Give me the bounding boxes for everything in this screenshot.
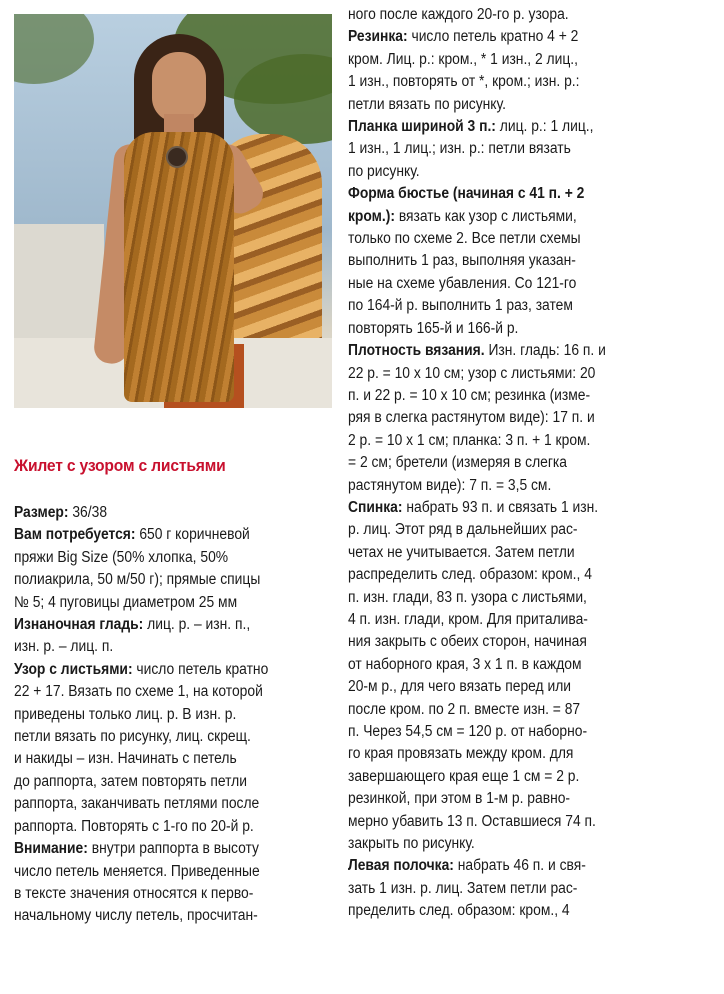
text-line — [348, 295, 674, 317]
text-line — [348, 116, 674, 138]
bold-term: Левая полочка: — [348, 857, 454, 875]
line-text: 22 р. = 10 х 10 см; узор с листьями: 20 — [348, 364, 596, 382]
text-line — [14, 592, 302, 614]
text-line — [348, 161, 674, 183]
line-text: резинкой, при этом в 1-м р. равно- — [348, 790, 571, 808]
text-line — [14, 793, 302, 815]
text-line — [348, 452, 674, 474]
text-line — [348, 49, 674, 71]
left-text-column — [14, 502, 334, 928]
bold-term: Внимание: — [14, 840, 88, 858]
text-line — [14, 502, 302, 524]
line-text: в тексте значения относятся к перво- — [14, 884, 254, 902]
line-text: после кром. по 2 п. вместе изн. = 87 — [348, 700, 581, 718]
line-text: число петель кратно — [132, 660, 269, 678]
text-line — [348, 788, 674, 810]
bold-term: Размер: — [14, 504, 69, 521]
text-line — [14, 681, 302, 703]
line-text: петли вязать по рисунку, лиц. скрещ. — [14, 728, 251, 746]
text-line — [14, 636, 302, 658]
line-text: набрать 46 п. и свя- — [453, 857, 586, 875]
line-text: 1 изн., повторять от *, кром.; изн. р.: — [348, 73, 580, 91]
line-text: лиц. р.: 1 лиц., — [495, 118, 594, 136]
model-photo — [14, 14, 332, 408]
text-line — [14, 861, 302, 883]
line-text: ния закрыть с обеих сторон, начиная — [348, 633, 587, 651]
line-text: ные на схеме убавления. Со 121-го — [348, 274, 577, 292]
line-text: 36/38 — [68, 504, 108, 521]
bold-term: Спинка: — [348, 498, 403, 516]
line-text: № 5; 4 пуговицы диаметром 25 мм — [14, 593, 238, 611]
bold-term: Вам потребуется: — [14, 526, 136, 544]
line-text: п. изн. глади, 83 п. узора с листьями, — [348, 588, 587, 606]
line-text: четах не учитывается. Затем петли — [348, 543, 575, 561]
text-line — [14, 816, 302, 838]
text-line — [348, 430, 674, 452]
text-line — [348, 833, 674, 855]
text-line — [348, 855, 674, 877]
line-text: повторять 165-й и 166-й р. — [348, 319, 519, 337]
text-line — [348, 4, 674, 26]
line-text: 650 г коричневой — [135, 526, 250, 544]
text-line — [14, 905, 302, 927]
line-text: пределить след. образом: кром., 4 — [348, 902, 570, 920]
text-line — [348, 273, 674, 295]
text-line — [348, 676, 674, 698]
text-line — [348, 183, 674, 205]
line-text: петли вязать по рисунку. — [348, 95, 506, 113]
text-line — [348, 71, 674, 93]
bold-term: кром.): — [348, 207, 395, 225]
text-line — [14, 524, 302, 546]
text-line — [348, 475, 674, 497]
text-line — [348, 609, 674, 631]
text-line — [348, 519, 674, 541]
line-text: вязать как узор с листьями, — [394, 207, 577, 225]
line-text: только по схеме 2. Все петли схемы — [348, 230, 581, 248]
text-line — [348, 542, 674, 564]
bold-term: Изнаночная гладь: — [14, 616, 144, 634]
line-text: число петель кратно 4 + 2 — [407, 28, 579, 46]
line-text: 1 изн., 1 лиц.; изн. р.: петли вязать — [348, 140, 571, 158]
text-line — [348, 318, 674, 340]
line-text: раппорта. Повторять с 1-го по 20-й р. — [14, 817, 254, 835]
text-line — [348, 340, 674, 362]
text-line — [348, 766, 674, 788]
text-line — [348, 94, 674, 116]
text-line — [348, 407, 674, 429]
line-text: зать 1 изн. р. лиц. Затем петли рас- — [348, 879, 578, 897]
text-line — [14, 748, 302, 770]
line-text: го края провязать между кром. для — [348, 745, 574, 763]
text-line — [14, 569, 302, 591]
line-text: п. и 22 р. = 10 х 10 см; резинка (изме- — [348, 386, 591, 404]
line-text: закрыть по рисунку. — [348, 835, 475, 853]
line-text: ного после каждого 20-го р. узора. — [348, 6, 569, 23]
text-line — [348, 811, 674, 833]
text-line — [14, 726, 302, 748]
text-line — [348, 587, 674, 609]
line-text: ряя в слегка растянутом виде): 17 п. и — [348, 409, 595, 427]
text-line — [348, 564, 674, 586]
text-line — [348, 900, 674, 922]
text-line — [348, 385, 674, 407]
text-line — [348, 699, 674, 721]
line-text: по рисунку. — [348, 162, 420, 180]
text-line — [14, 659, 302, 681]
line-text: Изн. гладь: 16 п. и — [484, 342, 606, 360]
bold-term: Резинка: — [348, 28, 408, 46]
line-text: изн. р. – лиц. п. — [14, 638, 114, 656]
line-text: = 2 см; бретели (измеряя в слегка — [348, 454, 567, 472]
text-line — [348, 721, 674, 743]
line-text: распределить след. образом: кром., 4 — [348, 566, 592, 584]
text-line — [14, 704, 302, 726]
line-text: от наборного края, 3 х 1 п. в каждом — [348, 655, 582, 673]
bold-term: Форма бюстье (начиная с 41 п. + 2 — [348, 185, 585, 203]
text-line — [348, 26, 674, 48]
line-text: набрать 93 п. и связать 1 изн. — [402, 498, 599, 516]
line-text: р. лиц. Этот ряд в дальнейших рас- — [348, 521, 578, 539]
line-text: по 164-й р. выполнить 1 раз, затем — [348, 297, 573, 315]
text-line — [14, 771, 302, 793]
text-line — [348, 878, 674, 900]
line-text: 20-м р., для чего вязать перед или — [348, 678, 572, 696]
text-line — [348, 228, 674, 250]
article-title: Жилет с узором с листьями — [14, 456, 226, 475]
line-text: п. Через 54,5 см = 120 р. от наборно- — [348, 723, 588, 740]
line-text: полиакрила, 50 м/50 г); прямые спицы — [14, 571, 261, 589]
line-text: число петель меняется. Приведенные — [14, 862, 260, 880]
text-line — [348, 631, 674, 653]
line-text: 22 + 17. Вязать по схеме 1, на которой — [14, 683, 263, 701]
text-line — [14, 547, 302, 569]
line-text: 2 р. = 10 х 1 см; планка: 3 п. + 1 кром. — [348, 431, 591, 449]
line-text: приведены только лиц. р. В изн. р. — [14, 705, 237, 723]
text-line — [14, 883, 302, 905]
line-text: пряжи Big Size (50% хлопка, 50% — [14, 548, 229, 566]
text-line — [348, 743, 674, 765]
line-text: и накиды – изн. Начинать с петель — [14, 750, 237, 768]
line-text: начальному числу петель, просчитан- — [14, 907, 258, 925]
line-text: мерно убавить 13 п. Оставшиеся 74 п. — [348, 812, 596, 830]
text-line — [348, 363, 674, 385]
bold-term: Планка шириной 3 п.: — [348, 118, 496, 136]
line-text: раппорта, заканчивать петлями после — [14, 795, 260, 813]
text-line — [348, 654, 674, 676]
line-text: кром. Лиц. р.: кром., * 1 изн., 2 лиц., — [348, 50, 579, 68]
text-line — [348, 138, 674, 160]
text-line — [348, 250, 674, 272]
line-text: 4 п. изн. глади, кром. Для приталива- — [348, 610, 588, 628]
line-text: выполнить 1 раз, выполняя указан- — [348, 252, 576, 270]
line-text: внутри раппорта в высоту — [87, 840, 259, 858]
line-text: растянутом виде): 7 п. = 3,5 см. — [348, 476, 552, 494]
line-text: лиц. р. – изн. п., — [143, 616, 251, 634]
text-line — [348, 497, 674, 519]
text-line — [14, 838, 302, 860]
right-text-column — [348, 4, 710, 923]
bold-term: Узор с листьями: — [14, 660, 133, 678]
text-line — [14, 614, 302, 636]
line-text: до раппорта, затем повторять петли — [14, 772, 247, 790]
bold-term: Плотность вязания. — [348, 342, 485, 360]
line-text: завершающего края еще 1 см = 2 р. — [348, 767, 580, 785]
text-line — [348, 206, 674, 228]
